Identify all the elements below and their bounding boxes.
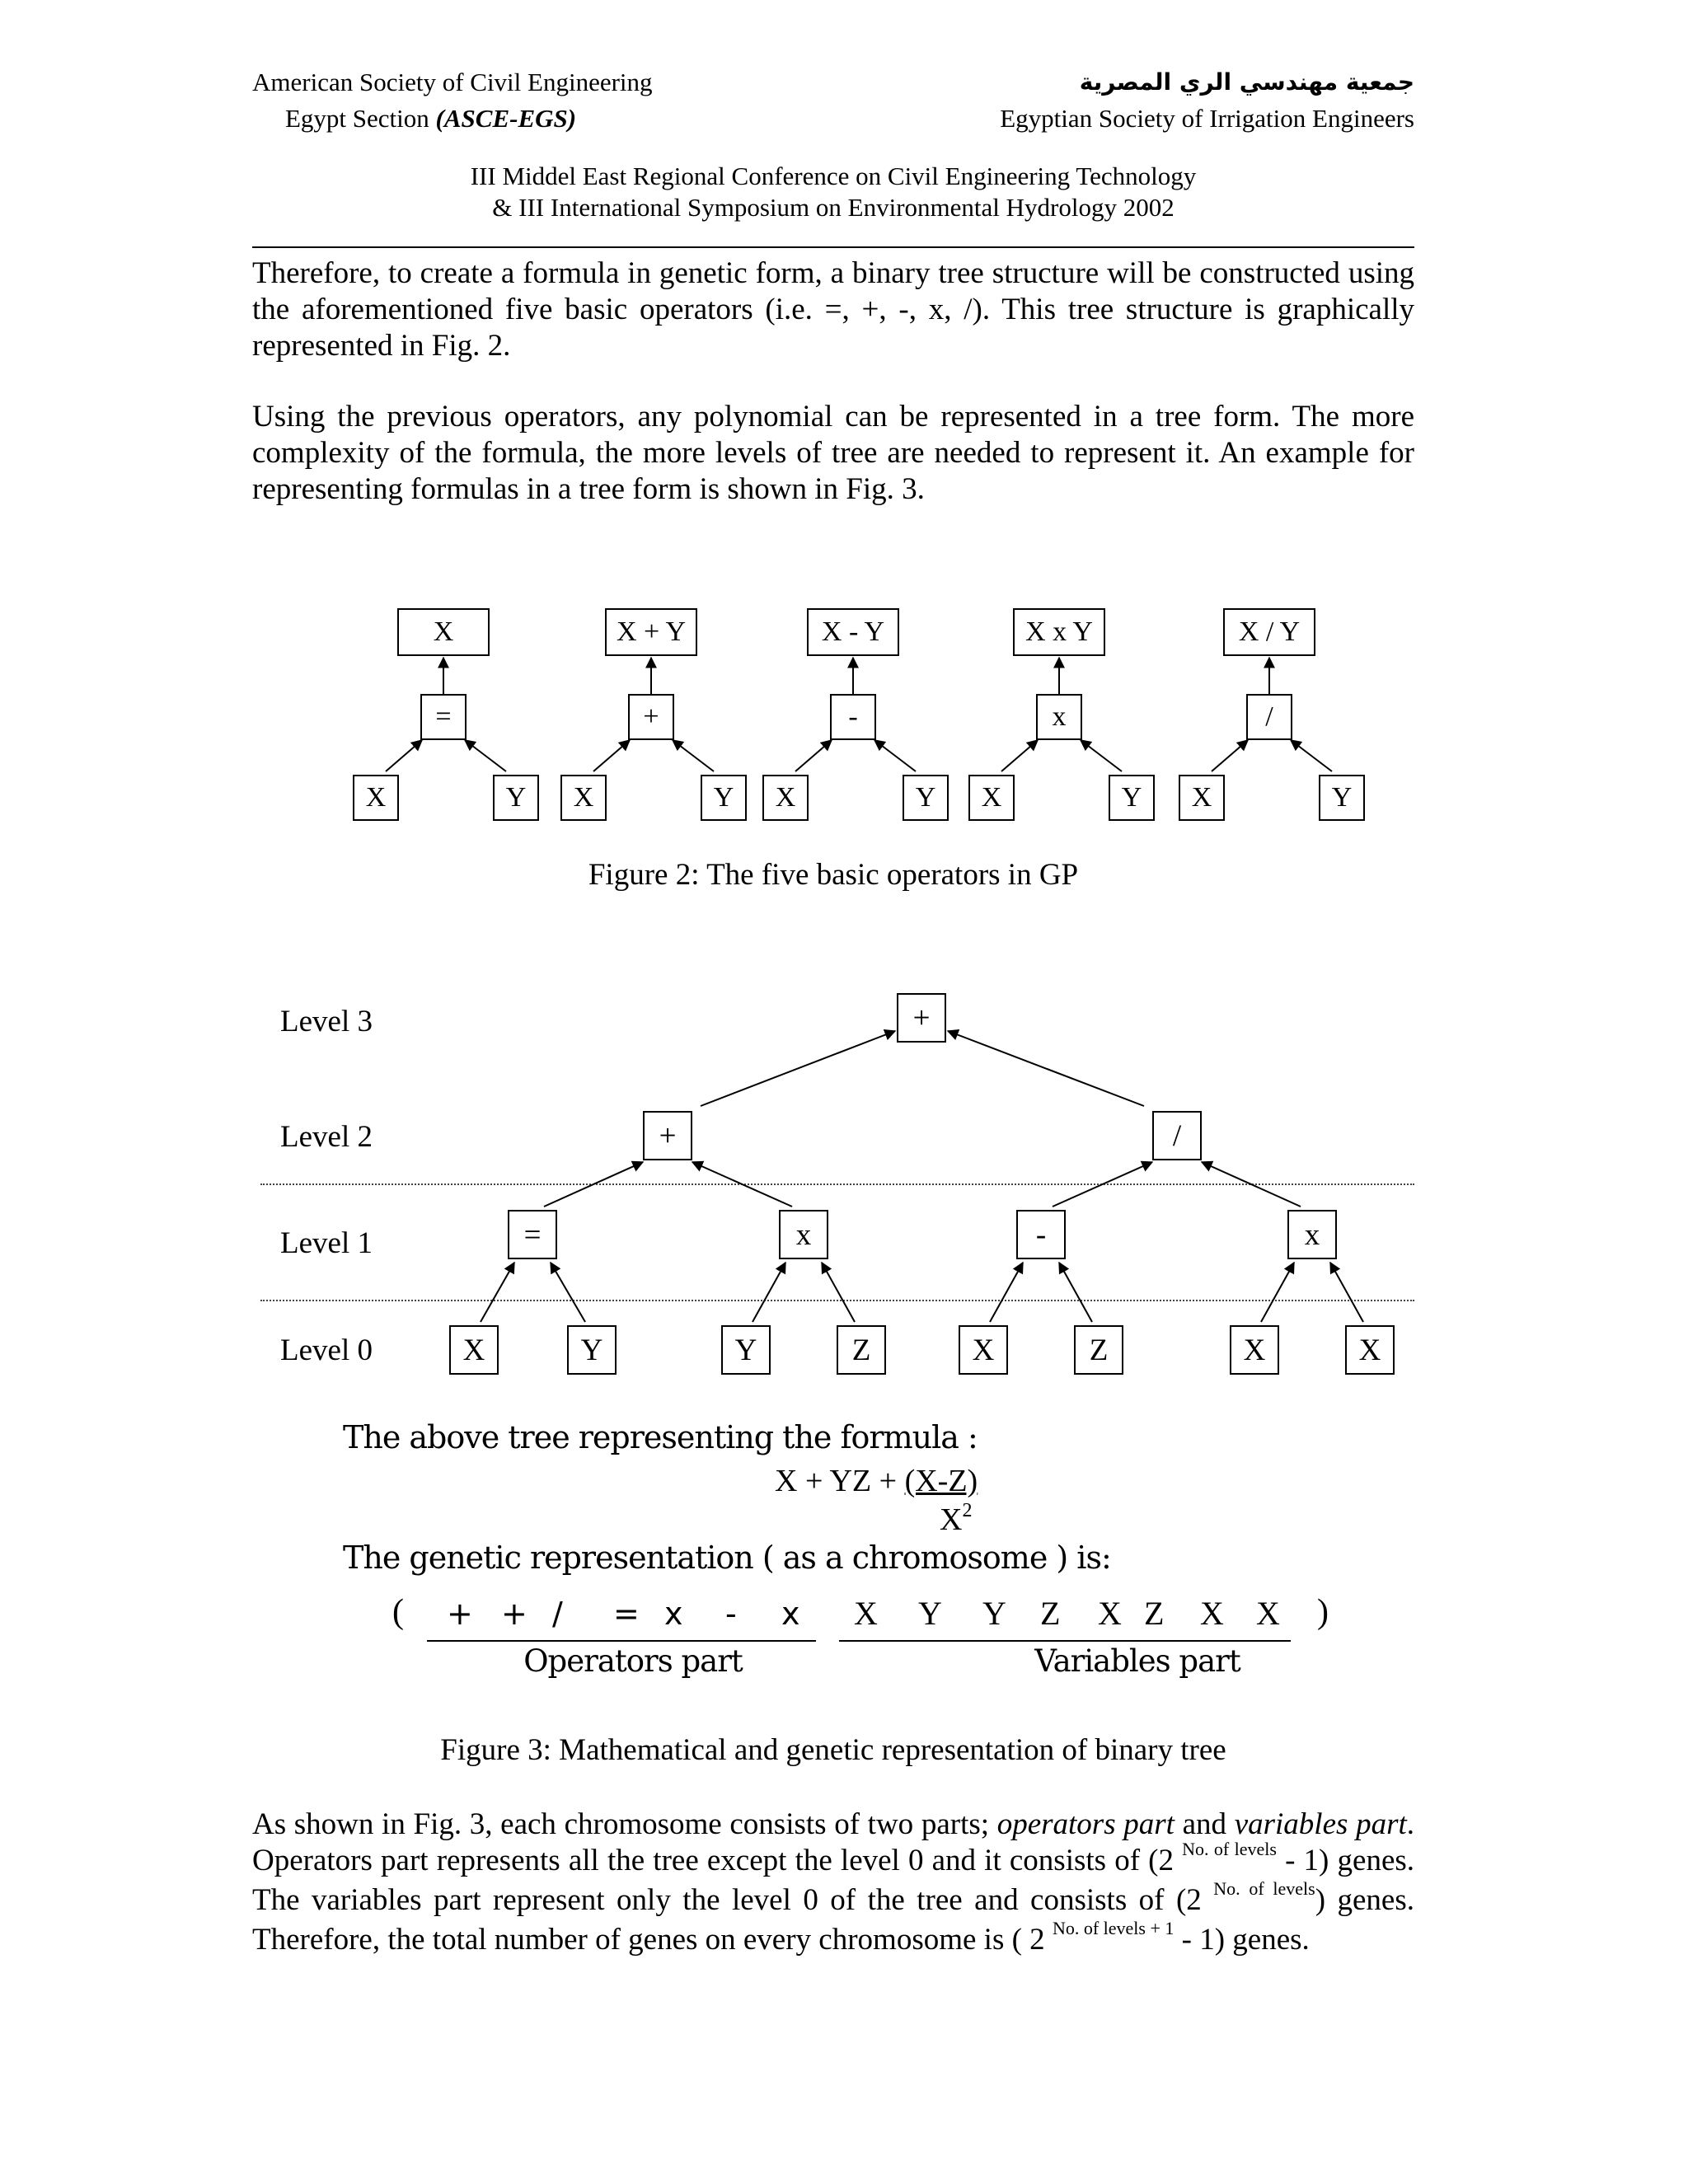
section-abbrev: (ASCE-EGS) <box>435 104 577 133</box>
operator-result-box: X / Y <box>1223 608 1315 656</box>
variable-gene: Z <box>1040 1595 1061 1632</box>
variable-gene: Y <box>918 1595 942 1632</box>
formula-exponent: 2 <box>962 1500 973 1521</box>
operator-box: / <box>1246 694 1292 740</box>
paragraph-2: Using the previous operators, any polynomial can be represented in a tree form. The more complexity of the formula, the more levels of tree are needed to represent it. An example for representing formulas in a tree form is shown in Fig. 3. <box>252 400 1414 506</box>
operator-box: + <box>628 694 674 740</box>
tree-edge-arrow <box>753 1263 785 1322</box>
level-0-label: Level 0 <box>280 1333 373 1367</box>
egyptian-society-name: Egyptian Society of Irrigation Engineers <box>1000 104 1414 133</box>
variable-gene: X <box>854 1595 878 1632</box>
leaf-box-left: X <box>762 775 809 821</box>
closing-text-4: ) genes. Therefore, the total number of genes on every chromosome is ( 2 <box>252 1883 1414 1957</box>
variable-gene: Z <box>1144 1595 1165 1632</box>
level-2-label: Level 2 <box>280 1120 373 1154</box>
tree-node-level0: X <box>449 1325 499 1375</box>
operators-part-label: Operators part <box>523 1643 743 1679</box>
operator-box: - <box>830 694 876 740</box>
operator-gene: = <box>613 1596 640 1632</box>
tree-node-level2: / <box>1152 1111 1202 1160</box>
tree-node-level3: + <box>897 993 946 1043</box>
tree-edge-arrow <box>990 1263 1023 1322</box>
closing-paragraph <box>252 1807 1414 1961</box>
level-3-label: Level 3 <box>280 1005 373 1038</box>
operator-box: x <box>1036 694 1082 740</box>
leaf-box-right: Y <box>701 775 747 821</box>
chromosome-close-paren: ) <box>1317 1593 1329 1631</box>
operator-result-box: X + Y <box>605 608 697 656</box>
tree-node-level0: X <box>1230 1325 1279 1375</box>
variable-gene: X <box>1256 1595 1280 1632</box>
operator-gene: x <box>664 1596 683 1632</box>
tree-node-level0: X <box>1345 1325 1395 1375</box>
formula-numerator: (X-Z) <box>904 1464 978 1498</box>
symposium-title: & III International Symposium on Environmental Hydrology 2002 <box>492 193 1175 222</box>
tree-node-level0: Y <box>567 1325 617 1375</box>
formula <box>775 1463 978 1499</box>
tree-node-level1: = <box>508 1210 557 1259</box>
exponent-1: No. of levels <box>1182 1839 1277 1859</box>
tree-edge-arrow <box>1053 1162 1152 1207</box>
tree-edge-arrow <box>1202 1162 1301 1207</box>
tree-edge-arrow <box>701 1031 895 1106</box>
operator-gene: - <box>725 1596 737 1632</box>
closing-and: and <box>1174 1807 1235 1841</box>
tree-node-level2: + <box>643 1111 692 1160</box>
section-plain: Egypt Section <box>285 104 436 133</box>
tree-edge-arrow <box>692 1162 792 1207</box>
closing-text-5: - 1) genes. <box>1174 1923 1310 1957</box>
figure-3-caption: Figure 3: Mathematical and genetic representation of binary tree <box>440 1733 1226 1767</box>
arabic-society-name: جمعية مهندسي الري المصرية <box>1079 68 1414 96</box>
tree-edge-arrow <box>544 1162 643 1207</box>
variable-gene: Y <box>982 1595 1006 1632</box>
formula-denominator: X <box>940 1502 963 1537</box>
operator-result-box: X <box>397 608 490 656</box>
operator-gene: + <box>447 1596 473 1632</box>
exponent-2: No. of levels <box>1213 1878 1315 1899</box>
variable-gene: X <box>1200 1595 1224 1632</box>
variables-part-label: Variables part <box>1034 1643 1240 1679</box>
closing-text-2: . Operators part represents all the tree except the level 0 and it consists of (2 <box>252 1807 1414 1877</box>
operator-gene: x <box>781 1596 800 1632</box>
leaf-box-left: X <box>560 775 607 821</box>
tree-node-level1: x <box>1287 1210 1337 1259</box>
closing-text-1: As shown in Fig. 3, each chromosome consists of two parts; <box>252 1807 997 1841</box>
tree-edge-arrow <box>1059 1263 1092 1322</box>
leaf-box-right: Y <box>493 775 539 821</box>
leaf-box-right: Y <box>1109 775 1155 821</box>
tree-edge-arrow <box>1330 1263 1363 1322</box>
tree-edge-arrow <box>1261 1263 1294 1322</box>
tree-edge-arrow <box>948 1031 1144 1106</box>
leaf-box-left: X <box>1179 775 1225 821</box>
exponent-3: No. of levels + 1 <box>1052 1918 1175 1938</box>
variables-part-term: variables part <box>1234 1807 1407 1841</box>
tree-edge-arrow <box>481 1263 514 1322</box>
operators-underline <box>427 1640 816 1642</box>
operator-gene: / <box>552 1596 563 1632</box>
formula-denominator-wrap <box>940 1502 972 1538</box>
leaf-box-left: X <box>353 775 399 821</box>
society-name: American Society of Civil Engineering <box>252 68 653 96</box>
leaf-box-left: X <box>968 775 1015 821</box>
tree-node-level1: - <box>1016 1210 1066 1259</box>
operator-box: = <box>420 694 467 740</box>
closing-text-3: - 1) genes. The variables part represent only the level 0 of the tree and consists of (2 <box>252 1844 1415 1917</box>
genetic-intro: The genetic representation ( as a chromosome ) is: <box>343 1540 1111 1576</box>
formula-intro: The above tree representing the formula : <box>343 1419 978 1455</box>
variables-underline <box>839 1640 1291 1642</box>
conference-title: III Middel East Regional Conference on Civil Engineering Technology <box>470 162 1197 190</box>
leaf-box-right: Y <box>1319 775 1365 821</box>
operator-gene: + <box>501 1596 528 1632</box>
operator-result-box: X - Y <box>807 608 899 656</box>
operators-part-term: operators part <box>996 1807 1175 1841</box>
figure-2-caption: Figure 2: The five basic operators in GP <box>588 858 1079 892</box>
tree-node-level0: Z <box>1074 1325 1123 1375</box>
paragraph-1: Therefore, to create a formula in genetic form, a binary tree structure will be constructed using the aforementioned five basic operators (i.e. =, +, -, x, /). This tree structure is graphically represented in Fig. 2. <box>252 256 1414 363</box>
level-1-label: Level 1 <box>280 1226 373 1260</box>
tree-edge-arrow <box>822 1263 855 1322</box>
tree-node-level0: X <box>959 1325 1008 1375</box>
tree-edge-arrow <box>551 1263 585 1322</box>
chromosome-open-paren: ( <box>392 1593 404 1631</box>
variable-gene: X <box>1098 1595 1122 1632</box>
tree-node-level1: x <box>779 1210 828 1259</box>
operator-result-box: X x Y <box>1013 608 1105 656</box>
leaf-box-right: Y <box>903 775 949 821</box>
formula-main: X + YZ + <box>775 1464 905 1498</box>
tree-node-level0: Z <box>837 1325 886 1375</box>
tree-node-level0: Y <box>721 1325 771 1375</box>
